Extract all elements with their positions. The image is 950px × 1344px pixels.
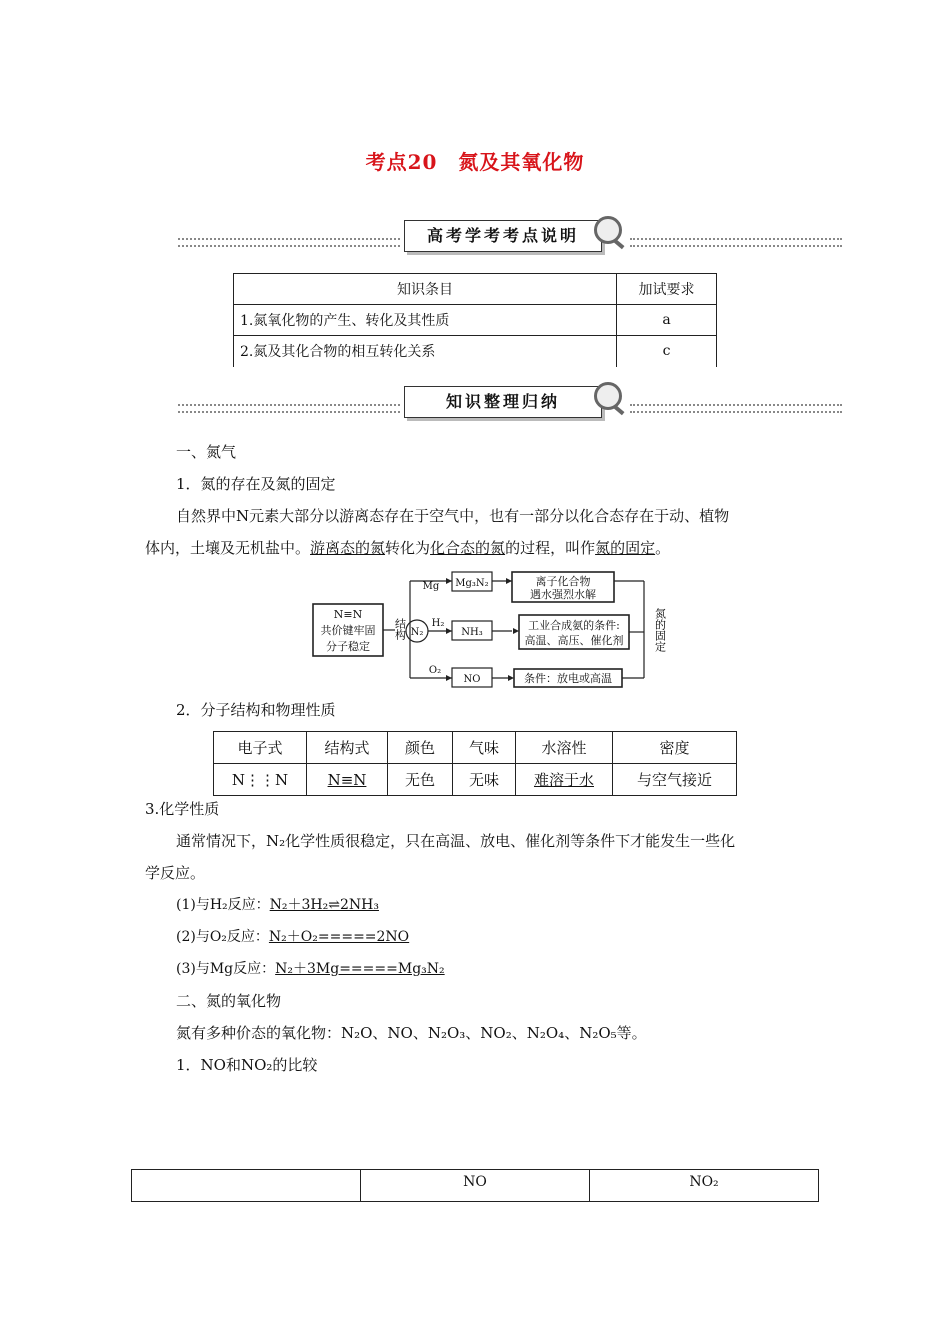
diagram-node: Mg₃N₂ [455, 578, 489, 589]
comparison-table [131, 1169, 819, 1202]
section-banner-knowledge [178, 384, 842, 424]
table-cell: 无色 [388, 764, 453, 796]
table-header: NO₂ [590, 1170, 819, 1202]
table-cell: 2.氮及其化合物的相互转化关系 [234, 336, 617, 367]
table-header: 加试要求 [617, 274, 717, 305]
table-header: 电子式 [214, 732, 307, 764]
table-header: 水溶性 [516, 732, 613, 764]
table-cell: 1.氮氧化物的产生、转化及其性质 [234, 305, 617, 336]
table-header [132, 1170, 361, 1202]
paragraph-line: 学反应。 [145, 864, 206, 882]
table-cell: 难溶于水 [516, 764, 613, 796]
table-cell: c [617, 336, 717, 367]
section-heading: 二、氮的氧化物 [176, 992, 282, 1010]
table-header: 结构式 [307, 732, 388, 764]
section-heading: 一、氮气 [176, 443, 237, 461]
paragraph-line: 氮有多种价态的氧化物：N₂O、NO、N₂O₃、NO₂、N₂O₄、N₂O₅等。 [176, 1024, 647, 1042]
diagram-node: NH₃ [461, 627, 483, 638]
diagram-label: H₂ [431, 618, 445, 629]
reaction-line: (3)与Mg反应：N₂＋3Mg=====Mg₃N₂ [176, 961, 445, 977]
paragraph-line: 自然界中N元素大部分以游离态存在于空气中，也有一部分以化合态存在于动、植物 [176, 507, 730, 525]
table-cell: N≡N [307, 764, 388, 796]
table-header: 知识条目 [234, 274, 617, 305]
diagram-label: Mg [422, 581, 440, 592]
table-cell: 无味 [453, 764, 516, 796]
banner-label: 知识整理归纳 [404, 386, 602, 418]
diagram-label: 氮的固定 [653, 608, 667, 652]
diagram-text: 工业合成氨的条件: [528, 619, 620, 632]
table-cell: 与空气接近 [613, 764, 737, 796]
table-header: 气味 [453, 732, 516, 764]
reaction-line: (2)与O₂反应：N₂＋O₂=====2NO [176, 929, 410, 945]
diagram-node: N₂ [410, 627, 424, 638]
subsection-heading: 1．NO和NO₂的比较 [176, 1056, 318, 1074]
requirement-table [233, 273, 717, 367]
property-table [213, 731, 737, 796]
subsection-heading: 3.化学性质 [145, 800, 220, 818]
section-banner-exam [178, 218, 842, 258]
table-header: 密度 [613, 732, 737, 764]
table-cell: N⋮⋮N [214, 764, 307, 796]
page-title: 考点20 氮及其氧化物 [365, 150, 585, 174]
subsection-heading: 2．分子结构和物理性质 [176, 701, 336, 719]
table-header: 颜色 [388, 732, 453, 764]
paragraph-line: 体内，土壤及无机盐中。游离态的氮转化为化合态的氮的过程，叫作氮的固定。 [145, 539, 671, 557]
diagram-label: O₂ [428, 665, 442, 676]
diagram-label: 结构 [393, 618, 407, 640]
table-header: NO [361, 1170, 590, 1202]
diagram-text: 高温、高压、催化剂 [524, 634, 624, 647]
table-cell: a [617, 305, 717, 336]
diagram-text: 离子化合物 [535, 575, 591, 588]
diagram-text: N≡N [333, 608, 363, 621]
nitrogen-fixation-diagram [310, 570, 676, 696]
diagram-text: 遇水强烈水解 [530, 588, 596, 601]
paragraph-line: 通常情况下，N₂化学性质很稳定，只在高温、放电、催化剂等条件下才能发生一些化 [176, 832, 736, 850]
diagram-text: 条件：放电或高温 [524, 672, 612, 685]
diagram-text: 分子稳定 [326, 640, 370, 653]
reaction-line: (1)与H₂反应：N₂＋3H₂⇌2NH₃ [176, 897, 379, 913]
banner-label: 高考学考考点说明 [404, 220, 602, 252]
subsection-heading: 1．氮的存在及氮的固定 [176, 475, 336, 493]
diagram-text: 共价键牢固 [320, 624, 376, 637]
diagram-node: NO [463, 674, 481, 685]
